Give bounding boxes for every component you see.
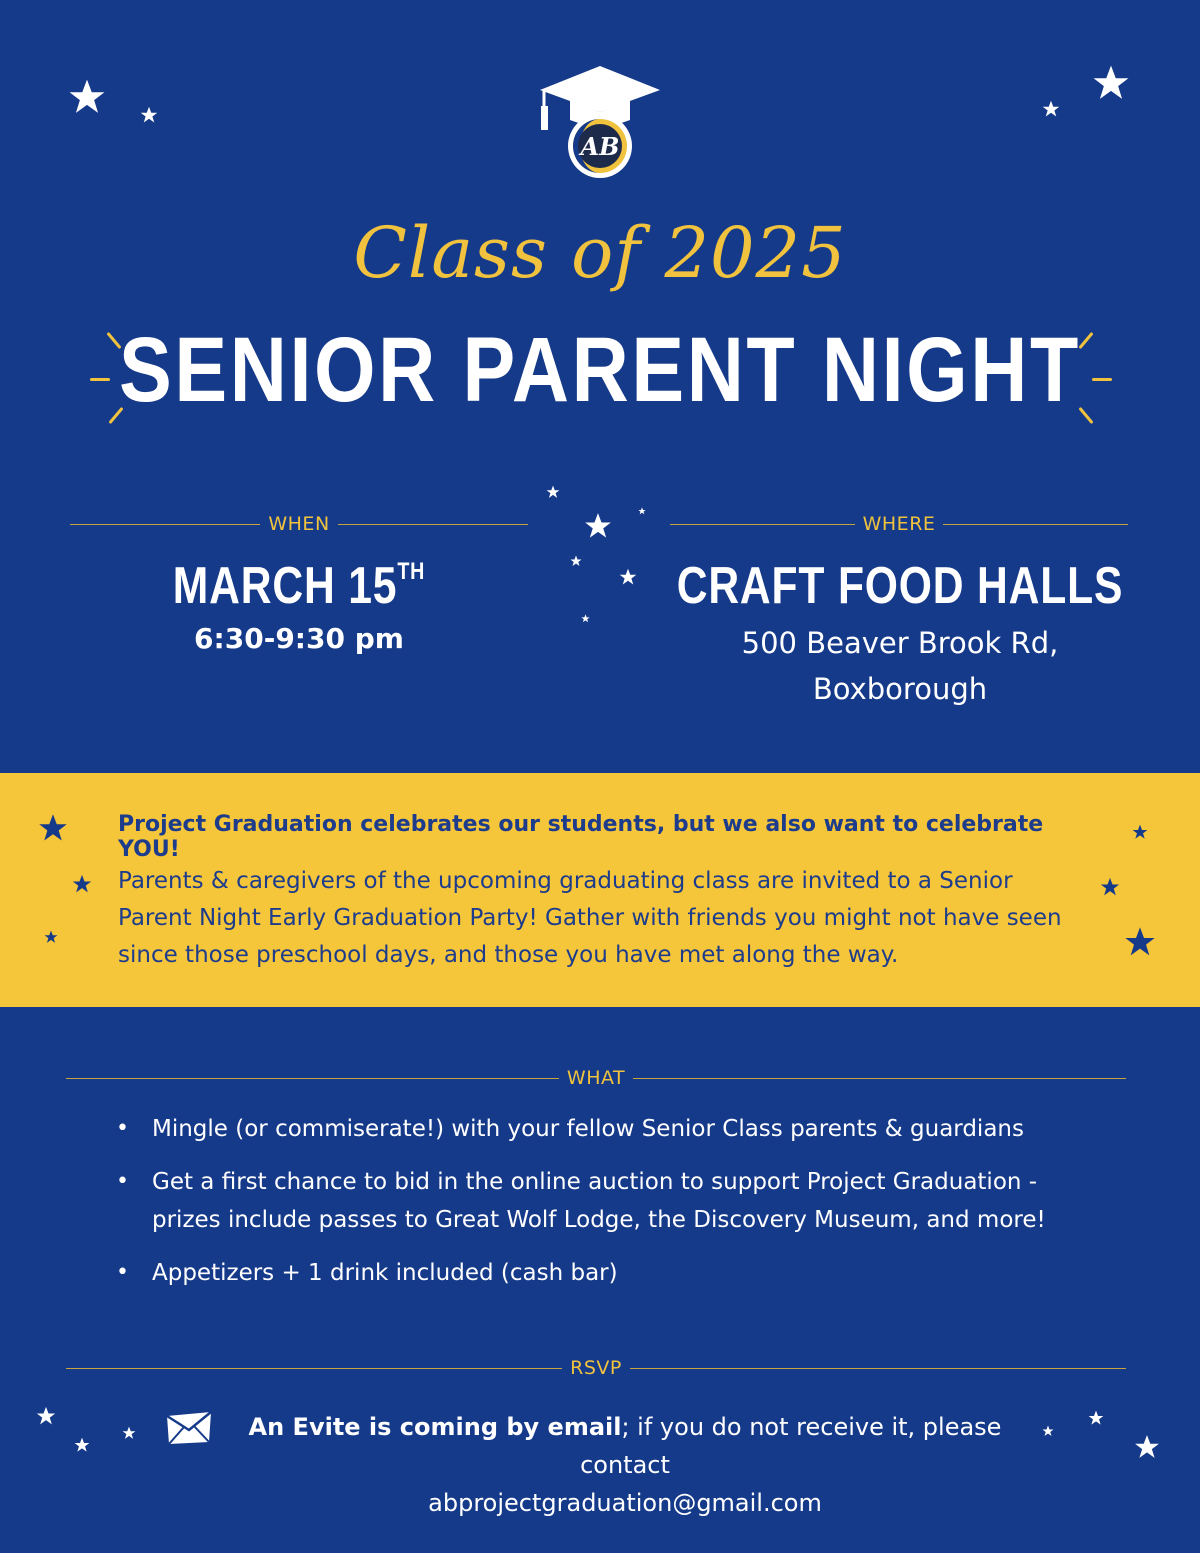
intro-body: Parents & caregivers of the upcoming graduating class are invited to a Senior Parent Night Early Graduation Party! Gather with friends you might not have seen since those preschool days, and those you have met along the way.: [118, 868, 1062, 968]
venue-address: 500 Beaver Brook Rd, Boxborough: [741, 626, 1059, 706]
graduation-cap-logo: [536, 58, 664, 182]
rsvp-text: [230, 1408, 1020, 1522]
star-icon: [1132, 824, 1148, 840]
spark-decoration: [90, 378, 110, 381]
star-icon: [68, 78, 106, 116]
star-icon: [570, 555, 582, 567]
event-date: MARCH 15TH: [172, 557, 426, 615]
star-icon: [140, 106, 158, 124]
contact-email[interactable]: abprojectgraduation@gmail.com: [428, 1489, 822, 1517]
when-header: [70, 513, 528, 535]
rsvp-header: [66, 1357, 1126, 1379]
list-item: • Mingle (or commiserate!) with your fellow Senior Class parents & guardians: [112, 1110, 1092, 1148]
star-icon: [581, 614, 590, 623]
star-icon: [584, 512, 612, 540]
star-icon: [619, 568, 637, 586]
page-title: SENIOR PARENT NIGHT: [119, 319, 1081, 421]
star-icon: [1088, 1410, 1104, 1426]
star-icon: [1124, 926, 1156, 958]
where-header: [670, 513, 1128, 535]
rsvp-label: RSVP: [570, 1357, 622, 1379]
star-icon: [38, 813, 68, 843]
star-icon: [1042, 1425, 1054, 1437]
script-title: Class of 2025: [353, 212, 847, 294]
star-icon: [72, 874, 92, 894]
what-label: WHAT: [566, 1067, 626, 1089]
what-list: [112, 1110, 1092, 1307]
star-icon: [44, 930, 58, 944]
star-icon: [546, 485, 560, 499]
star-icon: [1100, 877, 1120, 897]
intro-lead: Project Graduation celebrates our students, but we also want to celebrate YOU!: [118, 812, 1044, 862]
star-icon: [122, 1426, 136, 1440]
star-icon: [74, 1437, 90, 1453]
rsvp-bold: An Evite is coming by email: [248, 1413, 622, 1441]
star-icon: [36, 1406, 56, 1426]
list-item: • Appetizers + 1 drink included (cash bar): [112, 1254, 1092, 1292]
envelope-icon: [165, 1410, 213, 1446]
logo-text: AB: [580, 132, 620, 161]
star-icon: [1092, 64, 1130, 102]
where-label: WHERE: [862, 513, 936, 535]
venue-name: CRAFT FOOD HALLS: [676, 557, 1124, 615]
spark-decoration: [1092, 378, 1112, 381]
star-icon: [1042, 100, 1060, 118]
list-item: • Get a first chance to bid in the online auction to support Project Graduation - prizes include passes to Great Wolf Lodge, the Discovery Museum, and more!: [112, 1163, 1092, 1239]
star-icon: [1134, 1434, 1160, 1460]
rsvp-rest: ; if you do not receive it, please contact: [580, 1413, 1002, 1479]
when-label: WHEN: [268, 513, 330, 535]
what-header: [66, 1067, 1126, 1089]
event-time: 6:30-9:30 pm: [194, 622, 404, 655]
star-icon: [638, 507, 646, 515]
